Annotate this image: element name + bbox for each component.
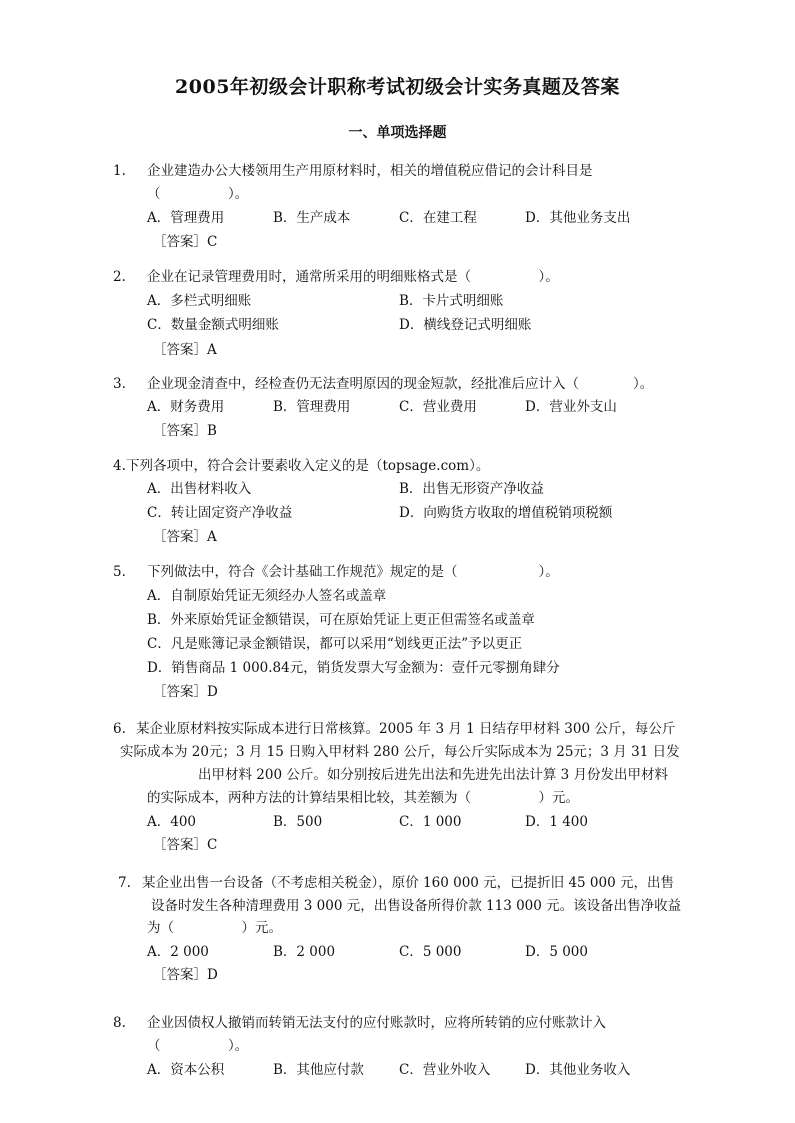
option-a: A．自制原始凭证无须经办人签名或盖章 xyxy=(147,588,387,604)
option-d: D．向购货方收取的增值税销项税额 xyxy=(399,505,613,521)
question-text: 企业在记录管理费用时，通常所采用的明细账格式是（ ）。 xyxy=(147,269,559,285)
option-a: A．管理费用 xyxy=(147,210,225,226)
option-c: C．营业费用 xyxy=(399,399,477,415)
option-d: D．1 400 xyxy=(525,814,588,830)
question-text: 某企业出售一台设备（不考虑相关税金），原价 160 000 元，已提折旧 45 000 元，出售 xyxy=(142,875,674,891)
question-text: 出甲材料 200 公斤。如分别按后进先出法和先进先出法计算 3 月份发出甲材料 xyxy=(198,767,669,783)
answer-label: ［答案］C xyxy=(153,837,218,853)
option-a: A．财务费用 xyxy=(147,399,225,415)
option-b: B．外来原始凭证金额错误，可在原始凭证上更正但需签名或盖章 xyxy=(147,612,535,628)
answer-label: ［答案］B xyxy=(153,423,217,439)
option-d: D．销售商品 1 000.84元，销货发票大写金额为：壹仟元零捌角肆分 xyxy=(147,660,560,676)
option-a: A．400 xyxy=(147,814,197,830)
question-number: 3. xyxy=(113,376,126,392)
option-a: A．多栏式明细账 xyxy=(147,293,252,309)
option-d: D．5 000 xyxy=(525,944,588,960)
answer-label: ［答案］A xyxy=(153,342,217,358)
option-b: B．生产成本 xyxy=(273,210,351,226)
option-b: B．出售无形资产净收益 xyxy=(399,481,544,497)
option-d: D．其他业务收入 xyxy=(525,1062,631,1078)
page-title: 2005年初级会计职称考试初级会计实务真题及答案 xyxy=(175,76,620,98)
question-number: 1. xyxy=(113,163,126,179)
option-b: B．其他应付款 xyxy=(273,1062,364,1078)
question-text: 为（ ）元。 xyxy=(147,920,282,936)
question-text: 企业因债权人撤销而转销无法支付的应付账款时，应将所转销的应付账款计入 xyxy=(147,1015,606,1031)
question-text: 下列做法中，符合《会计基础工作规范》规定的是（ ）。 xyxy=(147,564,559,580)
answer-label: ［答案］A xyxy=(153,529,217,545)
option-a: A．资本公积 xyxy=(147,1062,225,1078)
question-number: 5. xyxy=(113,564,126,580)
question-text: （ ）。 xyxy=(147,186,249,202)
question-text: 企业现金清查中，经检查仍无法查明原因的现金短款，经批准后应计入（ ）。 xyxy=(147,376,654,392)
question-number: 2. xyxy=(113,269,126,285)
option-b: B．2 000 xyxy=(273,944,336,960)
option-d: D．营业外支山 xyxy=(525,399,617,415)
option-c: C．5 000 xyxy=(399,944,462,960)
option-c: C．在建工程 xyxy=(399,210,477,226)
answer-label: ［答案］C xyxy=(153,234,218,250)
option-c: C．1 000 xyxy=(399,814,462,830)
question-text: 的实际成本，两种方法的计算结果相比较，其差额为（ ）元。 xyxy=(147,790,579,806)
question-text: 某企业原材料按实际成本进行日常核算。2005 年 3 月 1 日结存甲材料 300 公斤，每公斤 xyxy=(136,721,676,737)
option-c: C．数量金额式明细账 xyxy=(147,317,279,333)
option-d: D．其他业务支出 xyxy=(525,210,631,226)
question-number: 8. xyxy=(113,1015,126,1031)
option-d: D．横线登记式明细账 xyxy=(399,317,532,333)
question-text: 设备时发生各种清理费用 3 000 元，出售设备所得价款 113 000 元。该设备出售净收益 xyxy=(151,898,682,914)
answer-label: ［答案］D xyxy=(153,967,218,983)
question-text: 实际成本为 20元；3 月 15 日购入甲材料 280 公斤，每公斤实际成本为 25元；3 月 31 日发 xyxy=(120,744,680,760)
option-a: A．2 000 xyxy=(147,944,209,960)
option-c: C．营业外收入 xyxy=(399,1062,491,1078)
question-number: 7. xyxy=(118,875,131,891)
option-c: C．凡是账簿记录金额错误，都可以采用“划线更正法”予以更正 xyxy=(147,636,523,652)
option-b: B．管理费用 xyxy=(273,399,351,415)
option-b: B．卡片式明细账 xyxy=(399,293,504,309)
question-number: 6. xyxy=(113,721,126,737)
section-heading: 一、单项选择题 xyxy=(348,125,447,141)
answer-label: ［答案］D xyxy=(153,684,218,700)
option-b: B．500 xyxy=(273,814,323,830)
option-c: C．转让固定资产净收益 xyxy=(147,505,293,521)
option-a: A．出售材料收入 xyxy=(147,481,252,497)
question-text: （ ）。 xyxy=(147,1038,249,1054)
question-number: 4. xyxy=(113,458,126,474)
question-text: 企业建造办公大楼领用生产用原材料时，相关的增值税应借记的会计科目是 xyxy=(147,163,593,179)
question-text: 下列各项中，符合会计要素收入定义的是（topsage.com）。 xyxy=(126,458,490,474)
